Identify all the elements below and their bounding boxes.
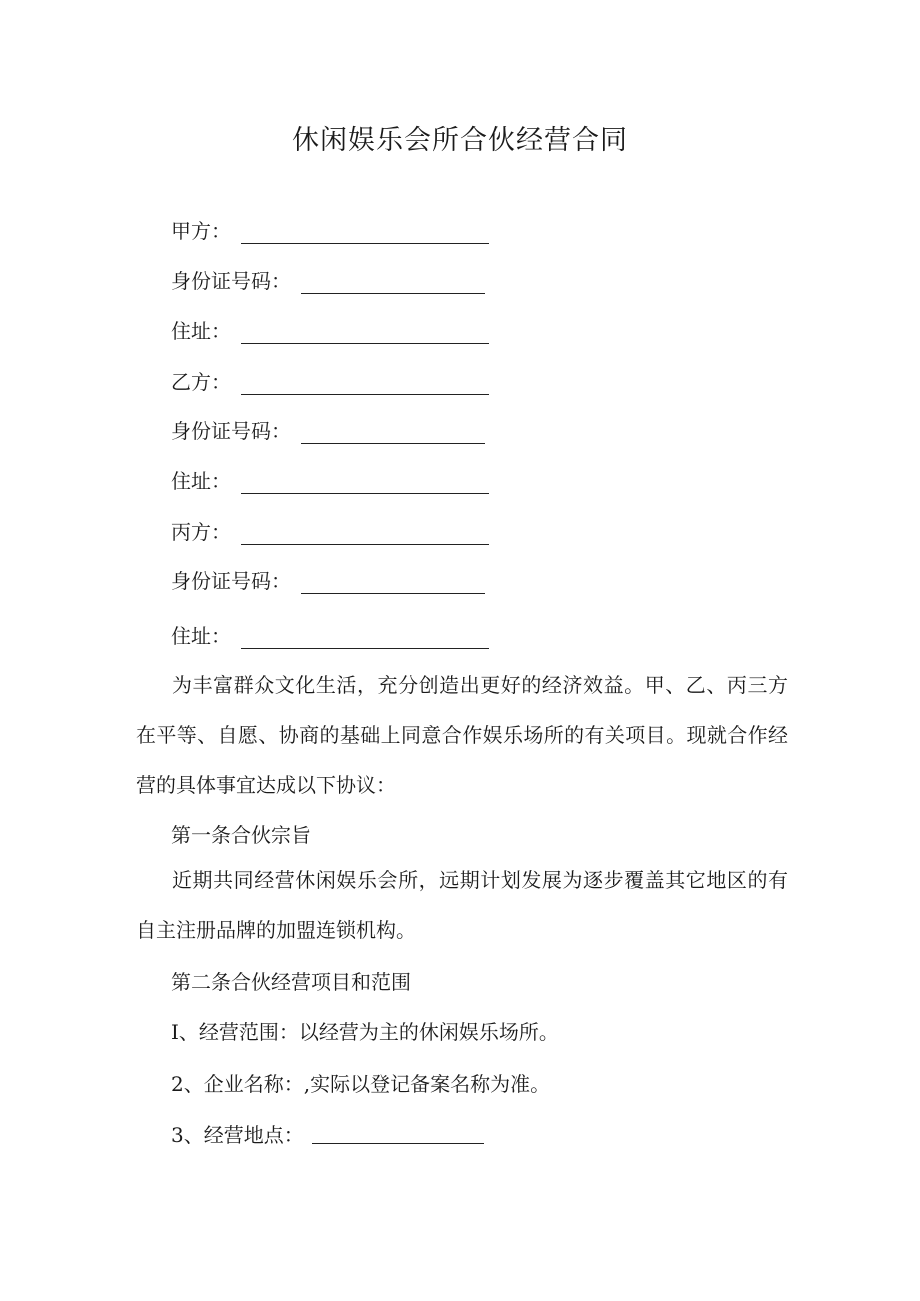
fill-in-blank	[241, 524, 489, 545]
article-2-heading: 第二条合伙经营项目和范围	[171, 970, 411, 994]
clause-item-3	[171, 1119, 484, 1148]
field-label: 住址：	[171, 469, 231, 493]
item-label: 3、经营地点：	[171, 1123, 304, 1147]
article-1-heading: 第一条合伙宗旨	[171, 823, 311, 847]
field-label: 身份证号码：	[171, 569, 291, 593]
fill-in-blank	[241, 323, 489, 344]
party-c-address-field	[171, 619, 489, 649]
field-label: 住址：	[171, 319, 231, 343]
party-a-field	[171, 214, 489, 244]
fill-in-blank	[241, 473, 489, 494]
fill-in-blank	[241, 374, 489, 395]
clause-item-2: 2、企业名称：,实际以登记备案名称为准。	[171, 1072, 551, 1096]
party-b-address-field	[171, 464, 489, 494]
fill-in-blank	[241, 628, 489, 649]
fill-in-blank	[301, 273, 485, 294]
field-label: 住址：	[171, 624, 231, 648]
page-title: 休闲娱乐会所合伙经营合同	[292, 125, 628, 156]
fill-in-blank	[241, 223, 489, 244]
party-b-id-field	[171, 414, 485, 444]
party-a-id-field	[171, 264, 485, 294]
article-1-paragraph: 近期共同经营休闲娱乐会所，远期计划发展为逐步覆盖其它地区的有自主注册品牌的加盟连锁机构。	[136, 868, 788, 942]
fill-in-blank	[312, 1123, 484, 1144]
field-label: 身份证号码：	[171, 269, 291, 293]
field-label: 身份证号码：	[171, 419, 291, 443]
fill-in-blank	[301, 423, 485, 444]
clause-item-1: I、经营范围：以经营为主的休闲娱乐场所。	[171, 1020, 559, 1044]
field-label: 乙方：	[171, 370, 231, 394]
party-a-address-field	[171, 314, 489, 344]
party-c-field	[171, 515, 489, 545]
party-c-id-field	[171, 564, 485, 594]
fill-in-blank	[301, 573, 485, 594]
intro-paragraph: 为丰富群众文化生活，充分创造出更好的经济效益。甲、乙、丙三方在平等、自愿、协商的基础上同意合作娱乐场所的有关项目。现就合作经营的具体事宜达成以下协议：	[136, 673, 788, 797]
field-label: 甲方：	[171, 219, 231, 243]
field-label: 丙方：	[171, 520, 231, 544]
party-b-field	[171, 365, 489, 395]
